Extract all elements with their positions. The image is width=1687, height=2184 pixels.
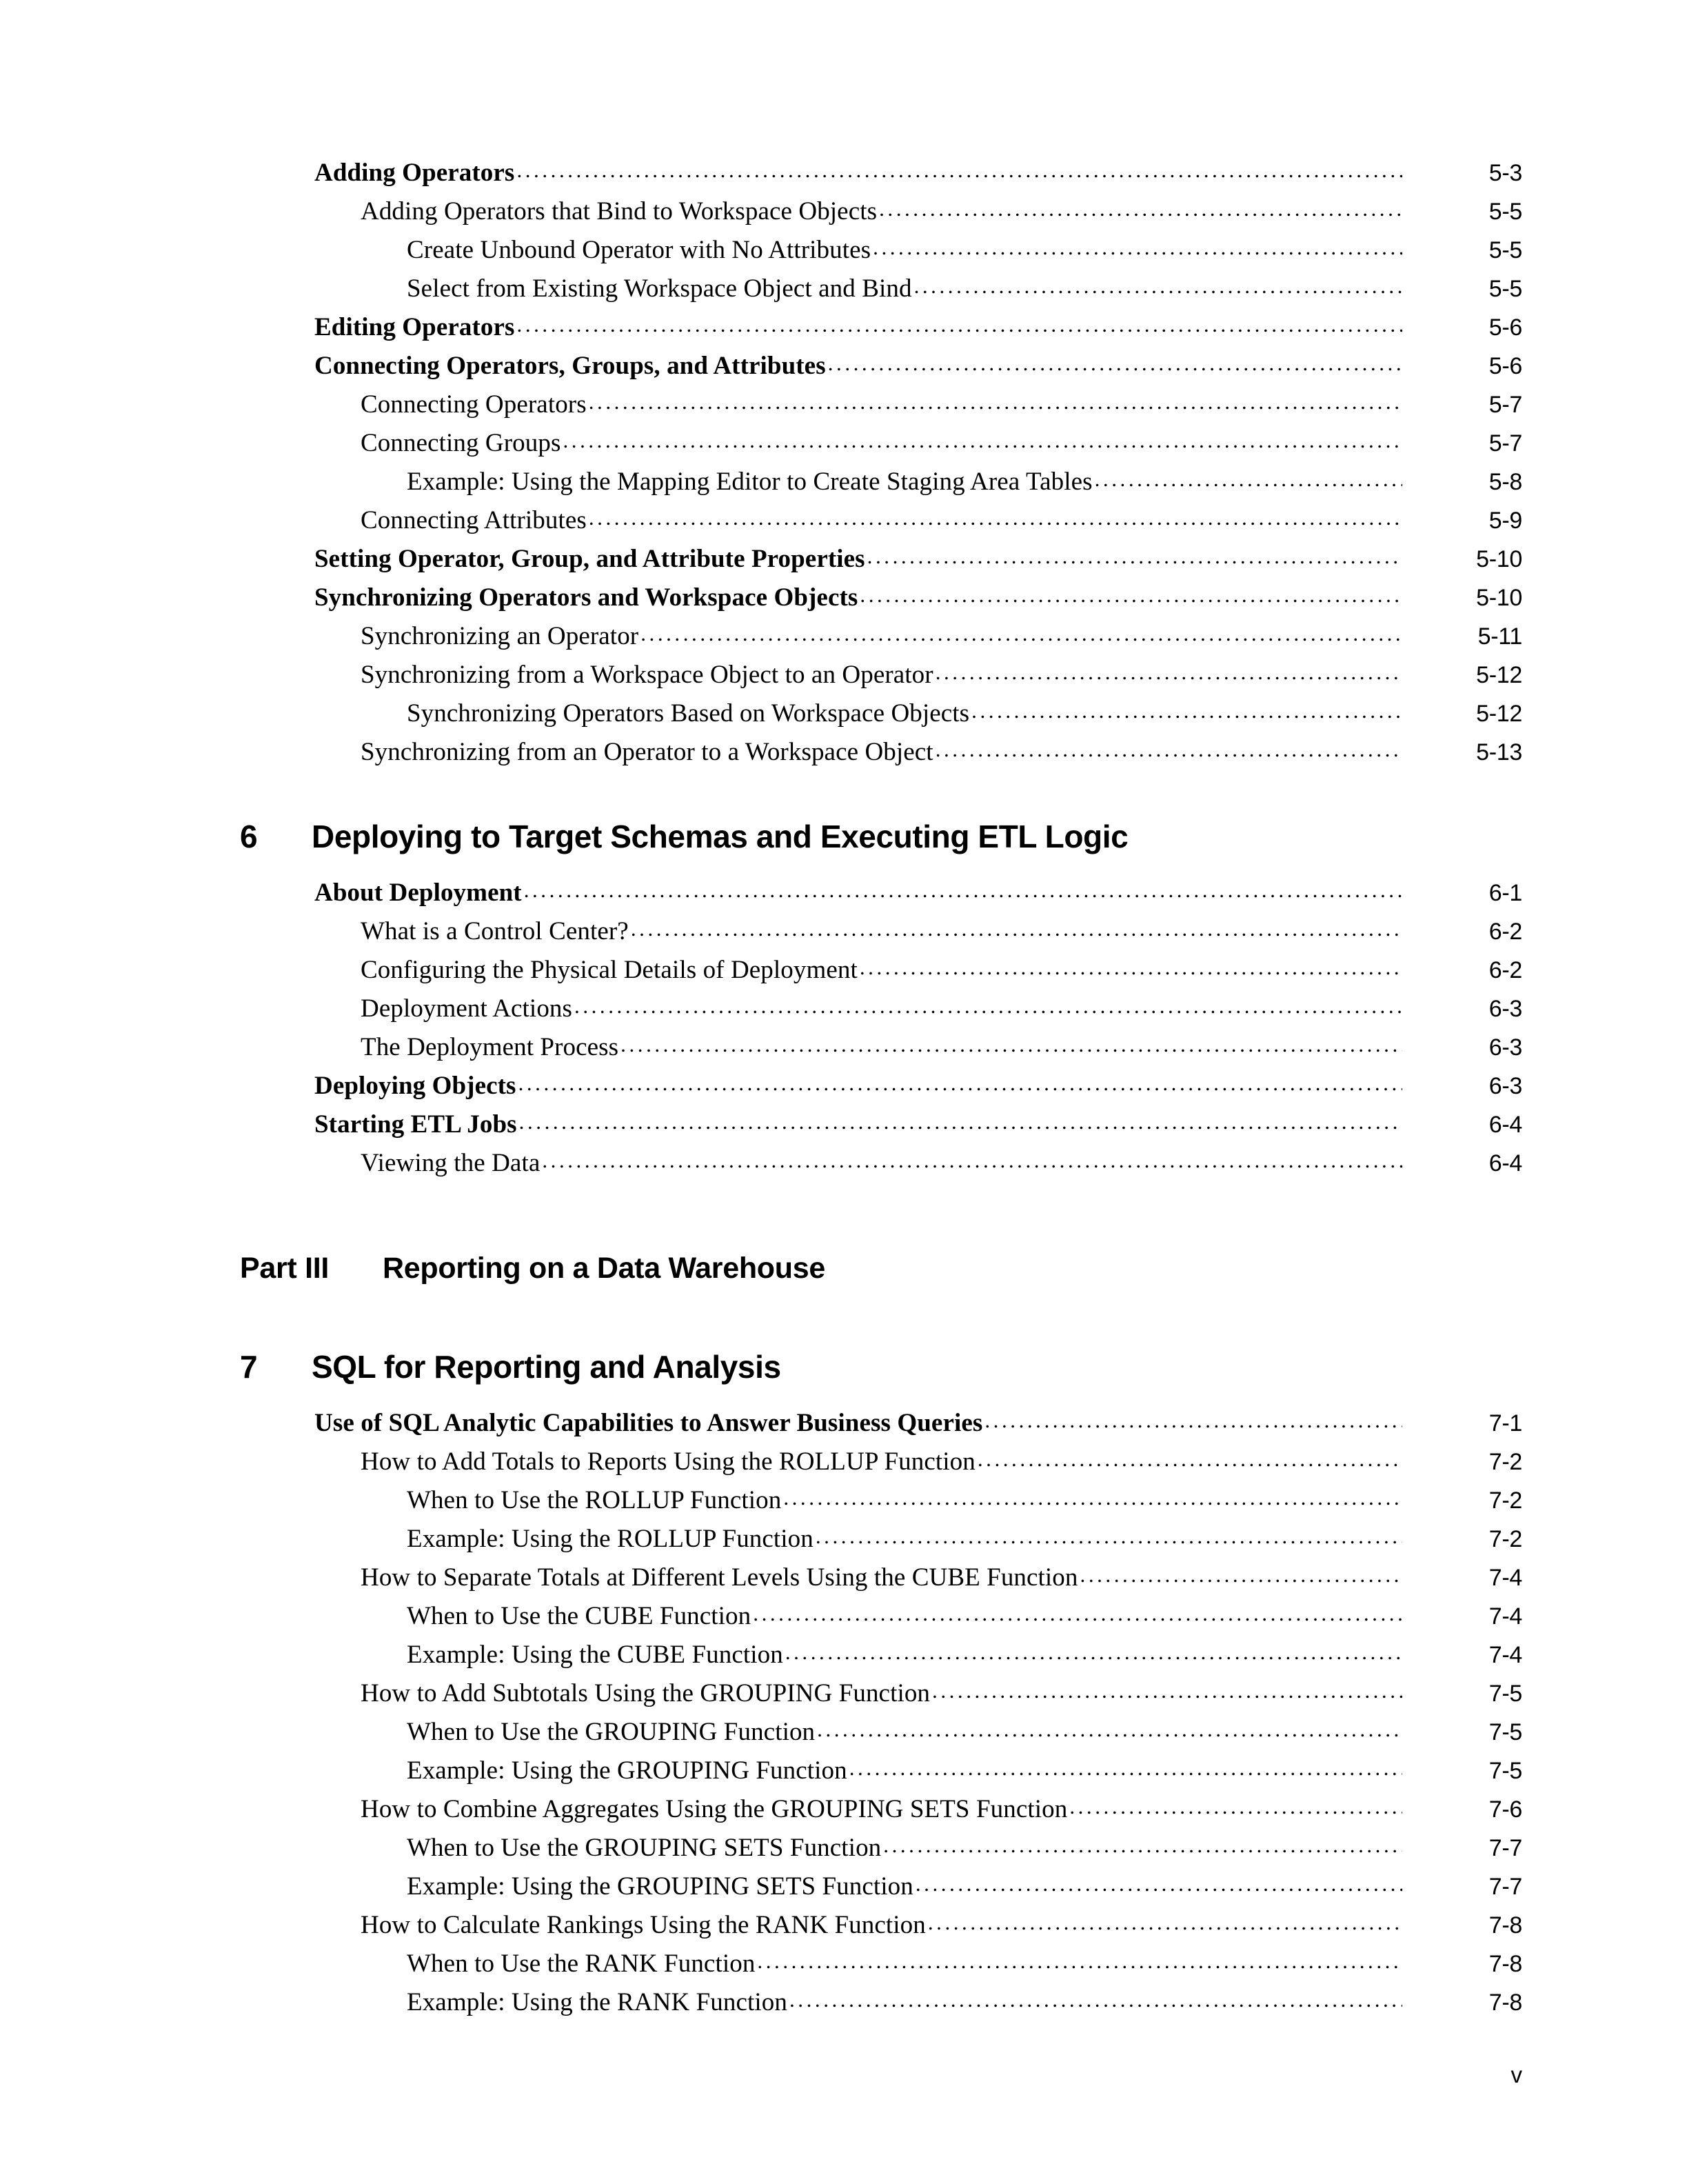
- toc-entry-page-number: 7-1: [1488, 1410, 1522, 1436]
- toc-dot-leader: [783, 1497, 1402, 1508]
- toc-entry-title: What is a Control Center?: [361, 917, 629, 945]
- part-heading-3[interactable]: [240, 1254, 1687, 1283]
- part-number: Part III: [240, 1252, 330, 1285]
- toc-entry[interactable]: [314, 585, 1522, 623]
- toc-entry-page-number: 7-4: [1488, 1565, 1522, 1591]
- toc-dot-leader: [916, 1883, 1402, 1894]
- toc-dot-leader: [574, 1005, 1402, 1016]
- toc-dot-leader: [928, 1922, 1402, 1933]
- toc-dot-leader: [1069, 1806, 1402, 1817]
- toc-entry[interactable]: [407, 701, 1522, 739]
- toc-entry[interactable]: [314, 880, 1522, 919]
- toc-dot-leader: [518, 1083, 1402, 1094]
- toc-entry-page-number: 5-11: [1477, 623, 1522, 650]
- spacer-before-chapter6: [0, 778, 1687, 821]
- toc-entry-page-number: 5-3: [1488, 160, 1522, 186]
- toc-entry-title: Deployment Actions: [361, 994, 573, 1023]
- toc-entry-page-number: 7-5: [1488, 1681, 1522, 1707]
- toc-dot-leader: [516, 170, 1402, 181]
- toc-dot-leader: [883, 1845, 1402, 1856]
- toc-entry[interactable]: [361, 996, 1522, 1034]
- toc-entry[interactable]: [361, 508, 1522, 546]
- toc-entry[interactable]: [407, 1758, 1522, 1796]
- toc-entry[interactable]: [407, 1835, 1522, 1874]
- toc-entry[interactable]: [407, 276, 1522, 314]
- toc-entry[interactable]: [361, 199, 1522, 237]
- toc-entry-title: When to Use the CUBE Function: [407, 1602, 751, 1630]
- toc-body: [0, 160, 1687, 2028]
- toc-dot-leader: [936, 672, 1402, 683]
- toc-entry-title: Example: Using the Mapping Editor to Create Staging Area Tables: [407, 468, 1093, 496]
- toc-entry[interactable]: [407, 1642, 1522, 1681]
- toc-entry-title: Editing Operators: [314, 313, 515, 341]
- toc-entry[interactable]: [314, 1112, 1522, 1150]
- toc-section-chapter5: [0, 160, 1687, 778]
- toc-dot-leader: [879, 208, 1402, 219]
- toc-entry-page-number: 5-12: [1476, 701, 1522, 727]
- toc-entry-page-number: 7-4: [1488, 1642, 1522, 1668]
- spacer-after-part3: [0, 1283, 1687, 1351]
- toc-entry-page-number: 7-4: [1488, 1603, 1522, 1630]
- toc-dot-leader: [932, 1690, 1402, 1701]
- toc-entry[interactable]: [361, 1449, 1522, 1487]
- toc-entry-title: When to Use the GROUPING Function: [407, 1718, 816, 1746]
- toc-entry-page-number: 7-5: [1488, 1758, 1522, 1784]
- toc-entry-title: Synchronizing Operators and Workspace Objects: [314, 583, 858, 612]
- toc-entry-page-number: 5-5: [1488, 237, 1522, 263]
- chapter-heading-6[interactable]: [240, 821, 1687, 852]
- toc-dot-leader: [631, 928, 1402, 939]
- toc-dot-leader: [589, 401, 1402, 412]
- toc-entry-title: How to Combine Aggregates Using the GROUPING SETS Function: [361, 1795, 1068, 1823]
- toc-entry[interactable]: [407, 1874, 1522, 1912]
- toc-dot-leader: [1095, 479, 1402, 490]
- toc-entry-page-number: 5-10: [1476, 546, 1522, 572]
- toc-entry[interactable]: [361, 392, 1522, 430]
- toc-dot-leader: [519, 1121, 1402, 1132]
- toc-entry[interactable]: [407, 1719, 1522, 1758]
- toc-entry[interactable]: [314, 546, 1522, 585]
- toc-entry[interactable]: [361, 1565, 1522, 1603]
- toc-entry-title: Connecting Groups: [361, 429, 561, 457]
- toc-entry-title: When to Use the RANK Function: [407, 1950, 756, 1978]
- toc-entry[interactable]: [407, 237, 1522, 276]
- toc-entry-page-number: 5-6: [1488, 314, 1522, 341]
- toc-entry-page-number: 7-6: [1488, 1796, 1522, 1823]
- toc-entry-title: Adding Operators: [314, 159, 515, 187]
- toc-dot-leader: [542, 1160, 1402, 1171]
- toc-entry[interactable]: [407, 1526, 1522, 1565]
- toc-dot-leader: [816, 1536, 1402, 1547]
- toc-entry-title: Starting ETL Jobs: [314, 1110, 517, 1139]
- toc-entry[interactable]: [407, 1487, 1522, 1526]
- toc-entry-title: Adding Operators that Bind to Workspace Objects: [361, 197, 878, 226]
- toc-dot-leader: [640, 633, 1402, 644]
- toc-dot-leader: [873, 247, 1402, 258]
- toc-entry-title: Viewing the Data: [361, 1149, 541, 1177]
- toc-entry-page-number: 7-5: [1488, 1719, 1522, 1745]
- toc-entry-title: About Deployment: [314, 879, 522, 907]
- toc-entry-page-number: 6-3: [1488, 1073, 1522, 1099]
- toc-dot-leader: [971, 710, 1402, 721]
- toc-dot-leader: [785, 1652, 1402, 1663]
- toc-entry-title: The Deployment Process: [361, 1033, 619, 1061]
- toc-entry[interactable]: [361, 1150, 1522, 1189]
- toc-dot-leader: [860, 594, 1402, 605]
- toc-entry-page-number: 5-12: [1476, 662, 1522, 688]
- toc-entry-title: Select from Existing Workspace Object and Bind: [407, 274, 912, 303]
- toc-entry-page-number: 6-3: [1488, 1034, 1522, 1061]
- toc-dot-leader: [978, 1459, 1402, 1470]
- toc-entry[interactable]: [361, 739, 1522, 778]
- toc-entry[interactable]: [361, 430, 1522, 469]
- toc-entry[interactable]: [314, 314, 1522, 353]
- toc-entry-title: Synchronizing an Operator: [361, 622, 639, 650]
- toc-entry-page-number: 5-6: [1488, 353, 1522, 379]
- toc-entry-title: Setting Operator, Group, and Attribute Properties: [314, 545, 865, 573]
- toc-entry-title: How to Add Subtotals Using the GROUPING Function: [361, 1679, 931, 1707]
- toc-dot-leader: [589, 517, 1402, 528]
- toc-dot-leader: [563, 440, 1402, 451]
- toc-entry-page-number: 5-5: [1488, 199, 1522, 225]
- toc-dot-leader: [620, 1044, 1402, 1055]
- toc-entry-title: Example: Using the GROUPING Function: [407, 1756, 847, 1785]
- toc-entry-page-number: 7-7: [1488, 1835, 1522, 1861]
- toc-entry-page-number: 7-2: [1488, 1526, 1522, 1552]
- toc-entry-title: Synchronizing from a Workspace Object to an Operator: [361, 661, 933, 689]
- toc-entry-page-number: 5-10: [1476, 585, 1522, 611]
- toc-entry-title: How to Add Totals to Reports Using the ROLLUP Function: [361, 1447, 976, 1476]
- page-folio: v: [1511, 2062, 1522, 2087]
- toc-entry[interactable]: [361, 662, 1522, 701]
- toc-entry[interactable]: [314, 353, 1522, 392]
- toc-entry[interactable]: [361, 1912, 1522, 1951]
- toc-entry-page-number: 6-4: [1488, 1150, 1522, 1176]
- toc-entry-page-number: 6-3: [1488, 996, 1522, 1022]
- toc-entry-page-number: 6-2: [1488, 919, 1522, 945]
- toc-section-chapter7: [0, 1410, 1687, 2028]
- toc-entry-title: How to Separate Totals at Different Levels Using the CUBE Function: [361, 1563, 1078, 1592]
- toc-entry[interactable]: [407, 1951, 1522, 1990]
- toc-entry-title: Connecting Attributes: [361, 506, 587, 534]
- toc-entry-page-number: 7-8: [1488, 1990, 1522, 2016]
- toc-entry[interactable]: [407, 1603, 1522, 1642]
- toc-dot-leader: [789, 1999, 1402, 2010]
- toc-entry[interactable]: [314, 1410, 1522, 1449]
- toc-entry-title: Use of SQL Analytic Capabilities to Answer Business Queries: [314, 1409, 983, 1437]
- toc-dot-leader: [757, 1961, 1402, 1972]
- chapter-title: Deploying to Target Schemas and Executing ETL Logic: [312, 819, 1129, 854]
- toc-entry-page-number: 5-8: [1488, 469, 1522, 495]
- toc-dot-leader: [1080, 1574, 1402, 1585]
- toc-dot-leader: [914, 285, 1402, 297]
- toc-entry-title: Example: Using the ROLLUP Function: [407, 1525, 814, 1553]
- toc-dot-leader: [860, 967, 1402, 978]
- toc-entry[interactable]: [314, 160, 1522, 199]
- toc-entry-title: Configuring the Physical Details of Deployment: [361, 956, 858, 984]
- toc-entry-page-number: 6-2: [1488, 957, 1522, 983]
- toc-dot-leader: [517, 324, 1402, 335]
- toc-entry-title: Connecting Operators, Groups, and Attributes: [314, 352, 826, 380]
- toc-entry-page-number: 5-13: [1476, 739, 1522, 765]
- toc-entry[interactable]: [407, 1990, 1522, 2028]
- toc-entry-page-number: 7-8: [1488, 1912, 1522, 1938]
- toc-entry-page-number: 6-4: [1488, 1112, 1522, 1138]
- toc-entry-title: Synchronizing from an Operator to a Workspace Object: [361, 738, 933, 766]
- toc-dot-leader: [849, 1767, 1402, 1779]
- toc-entry-page-number: 7-2: [1488, 1487, 1522, 1514]
- toc-entry[interactable]: [361, 957, 1522, 996]
- toc-dot-leader: [867, 556, 1402, 567]
- chapter-title: SQL for Reporting and Analysis: [312, 1349, 781, 1385]
- toc-dot-leader: [984, 1420, 1402, 1431]
- toc-entry-page-number: 7-7: [1488, 1874, 1522, 1900]
- toc-entry[interactable]: [407, 469, 1522, 508]
- toc-dot-leader: [936, 749, 1402, 760]
- toc-entry-title: Example: Using the RANK Function: [407, 1988, 787, 2016]
- toc-entry-title: How to Calculate Rankings Using the RANK Function: [361, 1911, 926, 1939]
- toc-entry-title: Deploying Objects: [314, 1072, 516, 1100]
- chapter-number: 7: [240, 1349, 258, 1385]
- toc-entry[interactable]: [361, 1034, 1522, 1073]
- toc-entry-page-number: 5-5: [1488, 276, 1522, 302]
- toc-entry[interactable]: [361, 919, 1522, 957]
- toc-entry-page-number: 5-7: [1488, 430, 1522, 457]
- toc-entry-page-number: 5-7: [1488, 392, 1522, 418]
- toc-dot-leader: [524, 890, 1402, 901]
- toc-entry-page-number: 7-2: [1488, 1449, 1522, 1475]
- spacer-before-part3: [0, 1189, 1687, 1254]
- toc-entry[interactable]: [361, 1681, 1522, 1719]
- toc-entry-title: Example: Using the CUBE Function: [407, 1641, 783, 1669]
- toc-entry-title: When to Use the ROLLUP Function: [407, 1486, 782, 1514]
- chapter-heading-7[interactable]: [240, 1351, 1687, 1383]
- toc-entry-title: Create Unbound Operator with No Attributes: [407, 236, 871, 264]
- toc-entry-page-number: 7-8: [1488, 1951, 1522, 1977]
- toc-entry[interactable]: [314, 1073, 1522, 1112]
- toc-dot-leader: [753, 1613, 1402, 1624]
- toc-entry-title: Connecting Operators: [361, 390, 587, 419]
- spacer-after-chapter7: [0, 1383, 1687, 1410]
- spacer-after-chapter6: [0, 852, 1687, 880]
- toc-entry-page-number: 6-1: [1488, 880, 1522, 906]
- toc-entry-page-number: 5-9: [1488, 508, 1522, 534]
- toc-dot-leader: [828, 363, 1402, 374]
- toc-entry-title: Synchronizing Operators Based on Workspace Objects: [407, 699, 970, 728]
- toc-entry-title: When to Use the GROUPING SETS Function: [407, 1834, 882, 1862]
- chapter-number: 6: [240, 819, 258, 854]
- toc-dot-leader: [817, 1729, 1402, 1740]
- toc-entry[interactable]: [361, 1796, 1522, 1835]
- toc-entry[interactable]: [361, 623, 1522, 662]
- toc-section-chapter6: [0, 880, 1687, 1189]
- toc-entry-title: Example: Using the GROUPING SETS Function: [407, 1872, 913, 1901]
- part-title: Reporting on a Data Warehouse: [383, 1252, 825, 1285]
